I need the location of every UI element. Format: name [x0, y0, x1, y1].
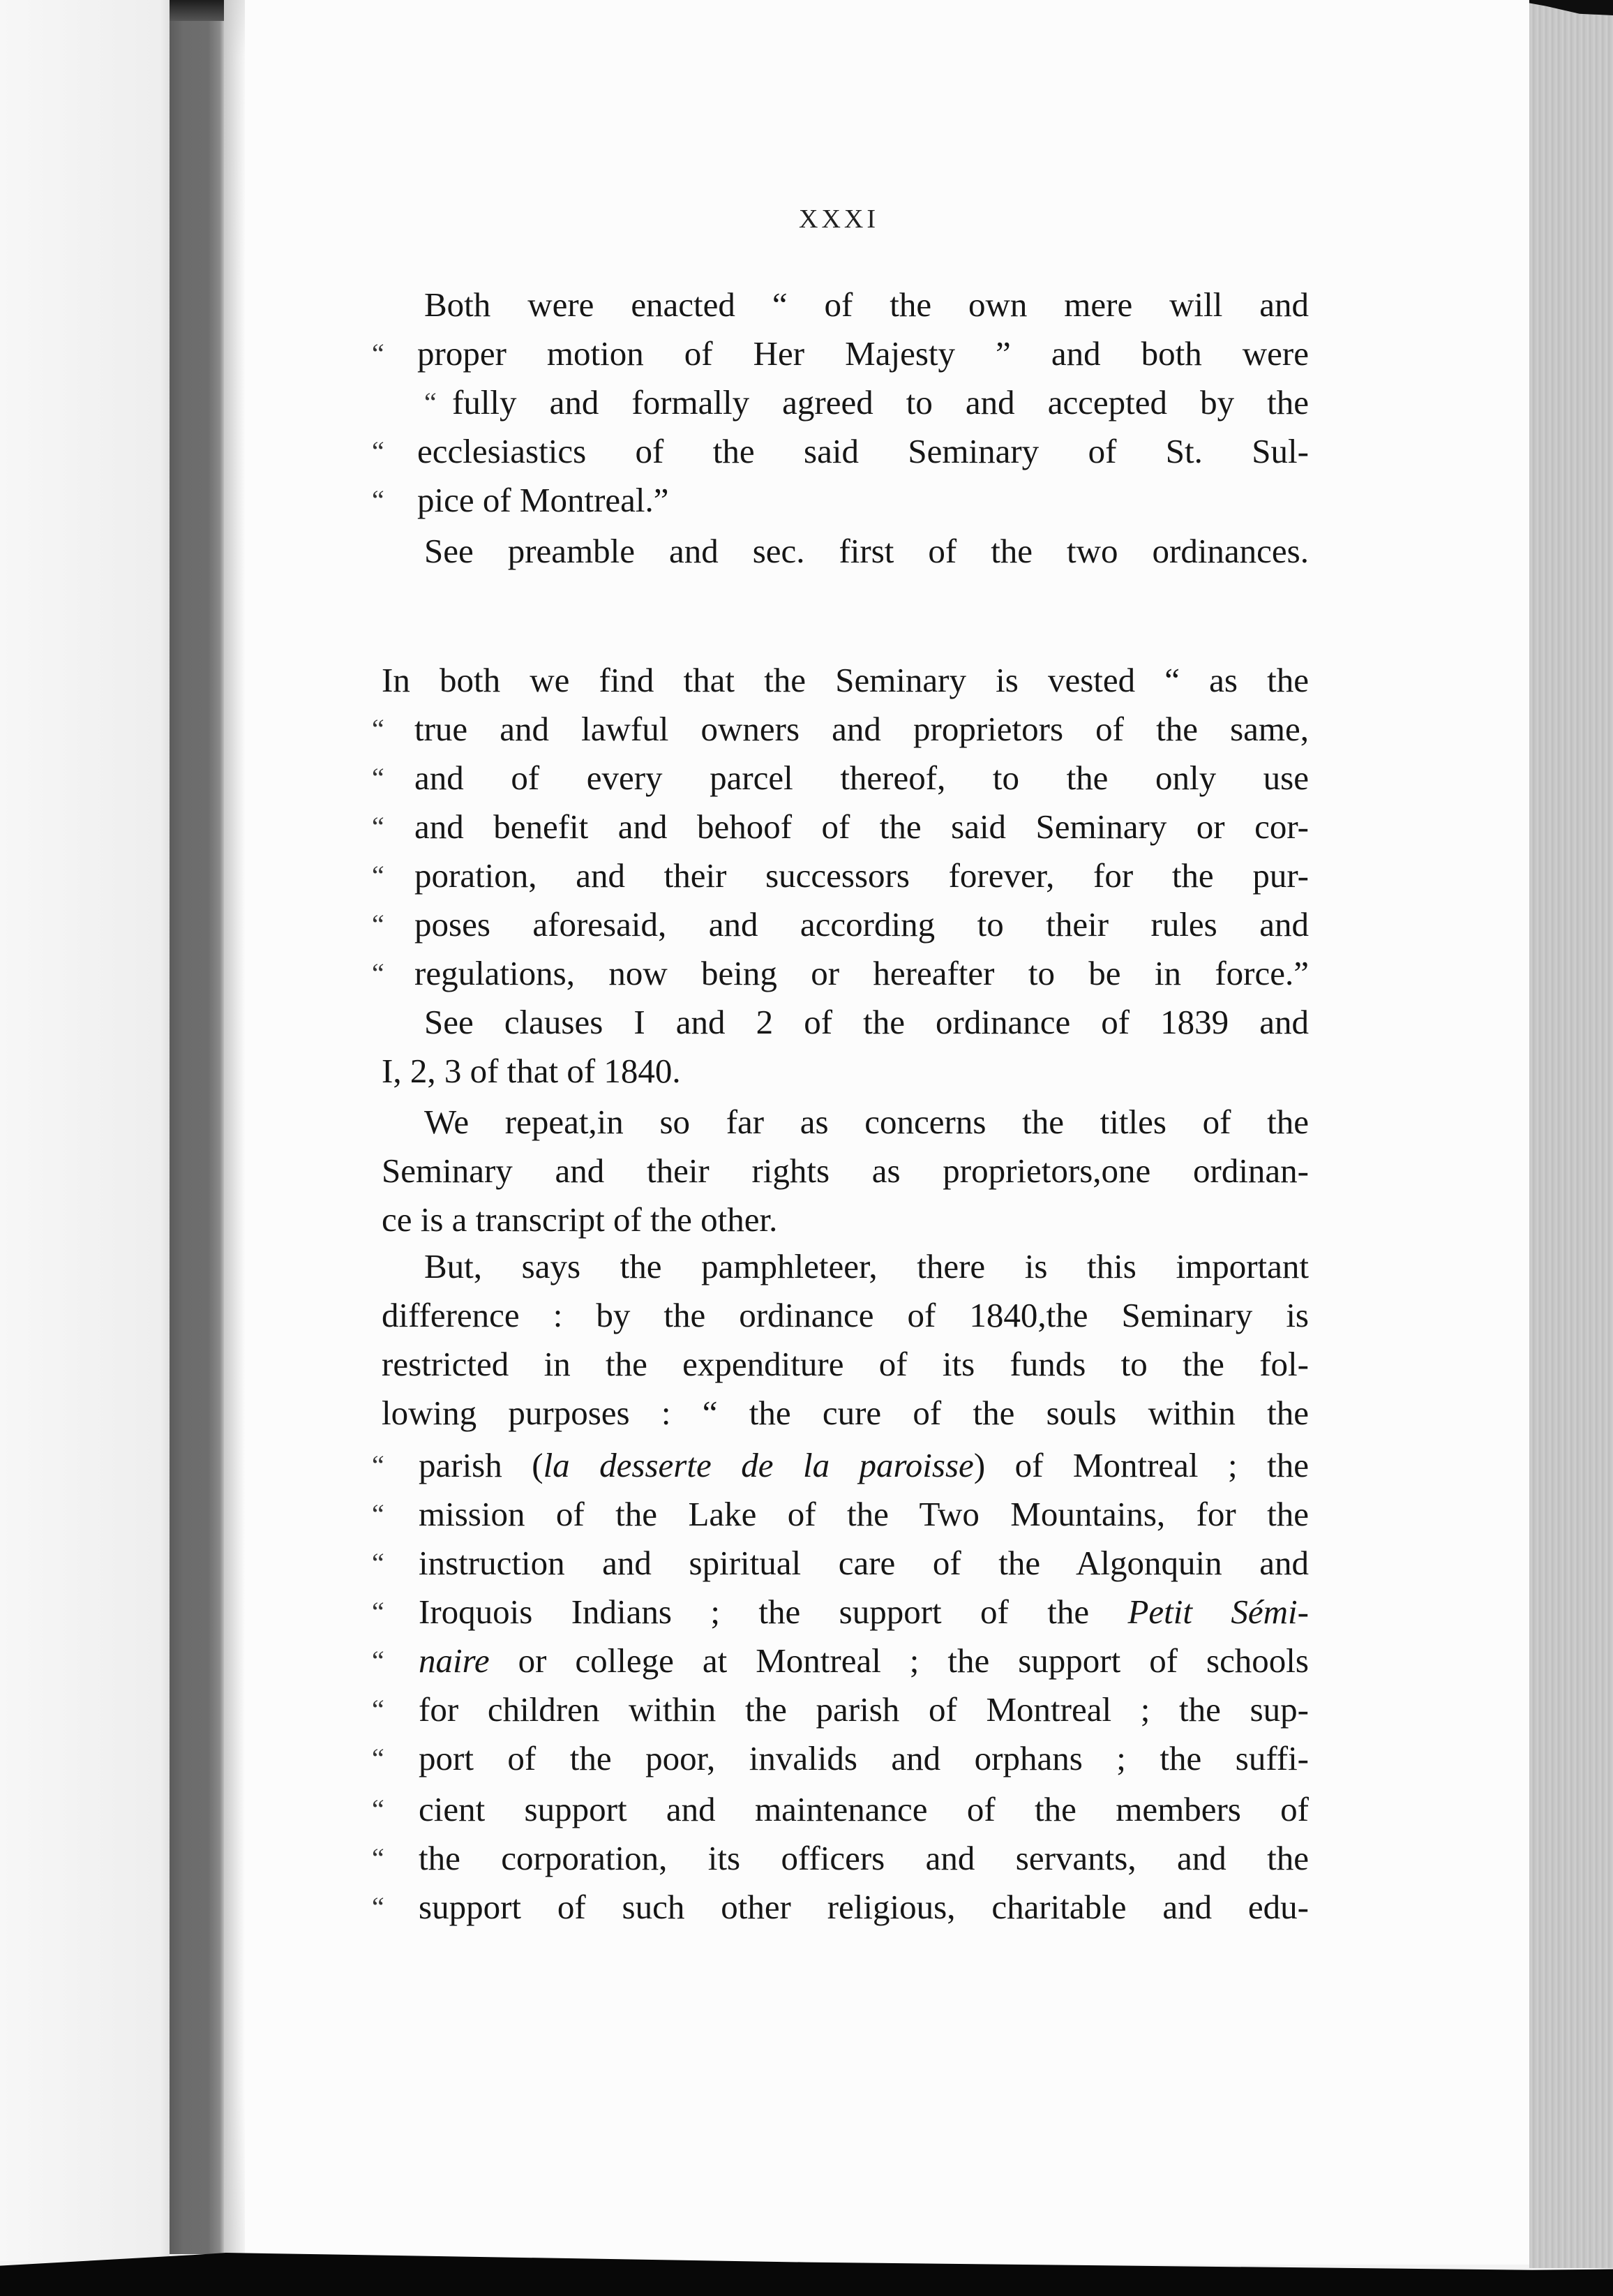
- continuation-quote-mark: “: [372, 1596, 384, 1627]
- text-line: [452, 382, 1309, 424]
- line-text: Iroquois Indians ; the support of the: [419, 1593, 1128, 1631]
- line-text: ) of Montreal ; the: [973, 1446, 1309, 1484]
- text-line: [419, 1689, 1309, 1731]
- line-text: Seminary and their rights as proprietors,one ordinan-: [382, 1151, 1309, 1190]
- text-line: [419, 1542, 1309, 1584]
- italic-french-phrase: naire: [419, 1641, 490, 1680]
- line-text: pice of Montreal.”: [417, 481, 669, 519]
- italic-french-phrase: la desserte de la paroisse: [543, 1446, 974, 1484]
- continuation-quote-mark: “: [372, 435, 384, 467]
- text-line: [414, 757, 1309, 799]
- line-text: mission of the Lake of the Two Mountains, for the: [419, 1495, 1309, 1533]
- line-text: ce is a transcript of the other.: [382, 1200, 778, 1239]
- line-text: fully and formally agreed to and accepted by the: [452, 383, 1309, 422]
- line-text: In both we find that the Seminary is vested “ as the: [382, 661, 1309, 699]
- line-text: poses aforesaid, and according to their rules and: [414, 905, 1309, 944]
- line-text: But, says the pamphleteer, there is this important: [424, 1247, 1309, 1285]
- continuation-quote-mark: “: [372, 1547, 384, 1579]
- line-text: true and lawful owners and proprietors of the same,: [414, 710, 1309, 748]
- continuation-quote-mark: “: [372, 957, 384, 989]
- line-text: restricted in the expenditure of its funds to the fol-: [382, 1345, 1309, 1383]
- text-line: [414, 806, 1309, 848]
- continuation-quote-mark: “: [372, 1891, 384, 1923]
- text-line: [419, 1886, 1309, 1928]
- text-line: [424, 1246, 1309, 1288]
- text-line: [419, 1837, 1309, 1879]
- line-text: regulations, now being or hereafter to be in force.”: [414, 954, 1309, 992]
- text-line: [419, 1738, 1309, 1780]
- text-line: [419, 1640, 1309, 1682]
- continuation-quote-mark: “: [372, 1694, 384, 1725]
- text-line: [382, 1150, 1309, 1192]
- line-text: and of every parcel thereof, to the only use: [414, 759, 1309, 797]
- continuation-quote-mark: “: [372, 1449, 384, 1481]
- continuation-quote-mark: “: [372, 484, 384, 516]
- text-line: [417, 479, 1309, 521]
- text-line: [414, 855, 1309, 897]
- continuation-quote-mark: “: [372, 860, 384, 891]
- text-line: [382, 659, 1309, 701]
- text-line: [382, 1343, 1309, 1385]
- text-line: [382, 1199, 1309, 1241]
- continuation-quote-mark: “: [372, 1842, 384, 1874]
- text-line: [424, 284, 1309, 326]
- line-text: ecclesiastics of the said Seminary of St. Sul-: [417, 432, 1309, 470]
- continuation-quote-mark: “: [372, 1645, 384, 1676]
- continuation-quote-mark: “: [372, 1794, 384, 1825]
- line-text: lowing purposes : “ the cure of the souls within the: [382, 1394, 1309, 1432]
- line-text: See clauses I and 2 of the ordinance of 1839 and: [424, 1003, 1309, 1041]
- line-text: I, 2, 3 of that of 1840.: [382, 1052, 681, 1090]
- line-text: instruction and spiritual care of the Algonquin and: [419, 1544, 1309, 1582]
- text-line: [414, 708, 1309, 750]
- line-text: the corporation, its officers and servants, and the: [419, 1839, 1309, 1877]
- line-text: parish (: [419, 1446, 543, 1484]
- line-text: difference : by the ordinance of 1840,the Seminary is: [382, 1296, 1309, 1334]
- continuation-quote-mark: “: [372, 713, 384, 745]
- line-text: Both were enacted “ of the own mere will and: [424, 285, 1309, 324]
- line-text: proper motion of Her Majesty ” and both were: [417, 334, 1309, 373]
- continuation-quote-mark: “: [372, 1743, 384, 1774]
- line-text: or college at Montreal ; the support of schools: [489, 1641, 1309, 1680]
- text-line: [424, 1101, 1309, 1143]
- line-text: for children within the parish of Montreal ; the sup-: [419, 1690, 1309, 1729]
- text-line: [414, 904, 1309, 946]
- text-line: [419, 1493, 1309, 1535]
- text-line: [382, 1295, 1309, 1336]
- page-number: XXXI: [799, 204, 879, 234]
- text-line: [382, 1050, 1309, 1092]
- line-text: poration, and their successors forever, for the pur-: [414, 856, 1309, 895]
- continuation-quote-mark: “: [372, 1498, 384, 1530]
- text-line: [419, 1789, 1309, 1831]
- text-line: [417, 431, 1309, 472]
- text-line: [424, 1001, 1309, 1043]
- line-text: cient support and maintenance of the members of: [419, 1790, 1309, 1828]
- continuation-quote-mark: “: [372, 909, 384, 940]
- italic-french-phrase: Petit Sémi-: [1127, 1593, 1309, 1631]
- line-text: We repeat,in so far as concerns the titles of the: [424, 1103, 1309, 1141]
- text-line: [382, 1392, 1309, 1434]
- continuation-quote-mark: “: [424, 387, 437, 418]
- text-line: [424, 530, 1309, 572]
- continuation-quote-mark: “: [372, 338, 384, 369]
- line-text: and benefit and behoof of the said Seminary or cor-: [414, 807, 1309, 846]
- line-text: See preamble and sec. first of the two ordinances.: [424, 532, 1309, 570]
- text-line: [414, 953, 1309, 994]
- line-text: port of the poor, invalids and orphans ; the suffi-: [419, 1739, 1309, 1777]
- text-line: [419, 1445, 1309, 1486]
- text-line: [419, 1591, 1309, 1633]
- text-line: [417, 333, 1309, 375]
- continuation-quote-mark: “: [372, 811, 384, 842]
- continuation-quote-mark: “: [372, 762, 384, 793]
- line-text: support of such other religious, charitable and edu-: [419, 1888, 1309, 1926]
